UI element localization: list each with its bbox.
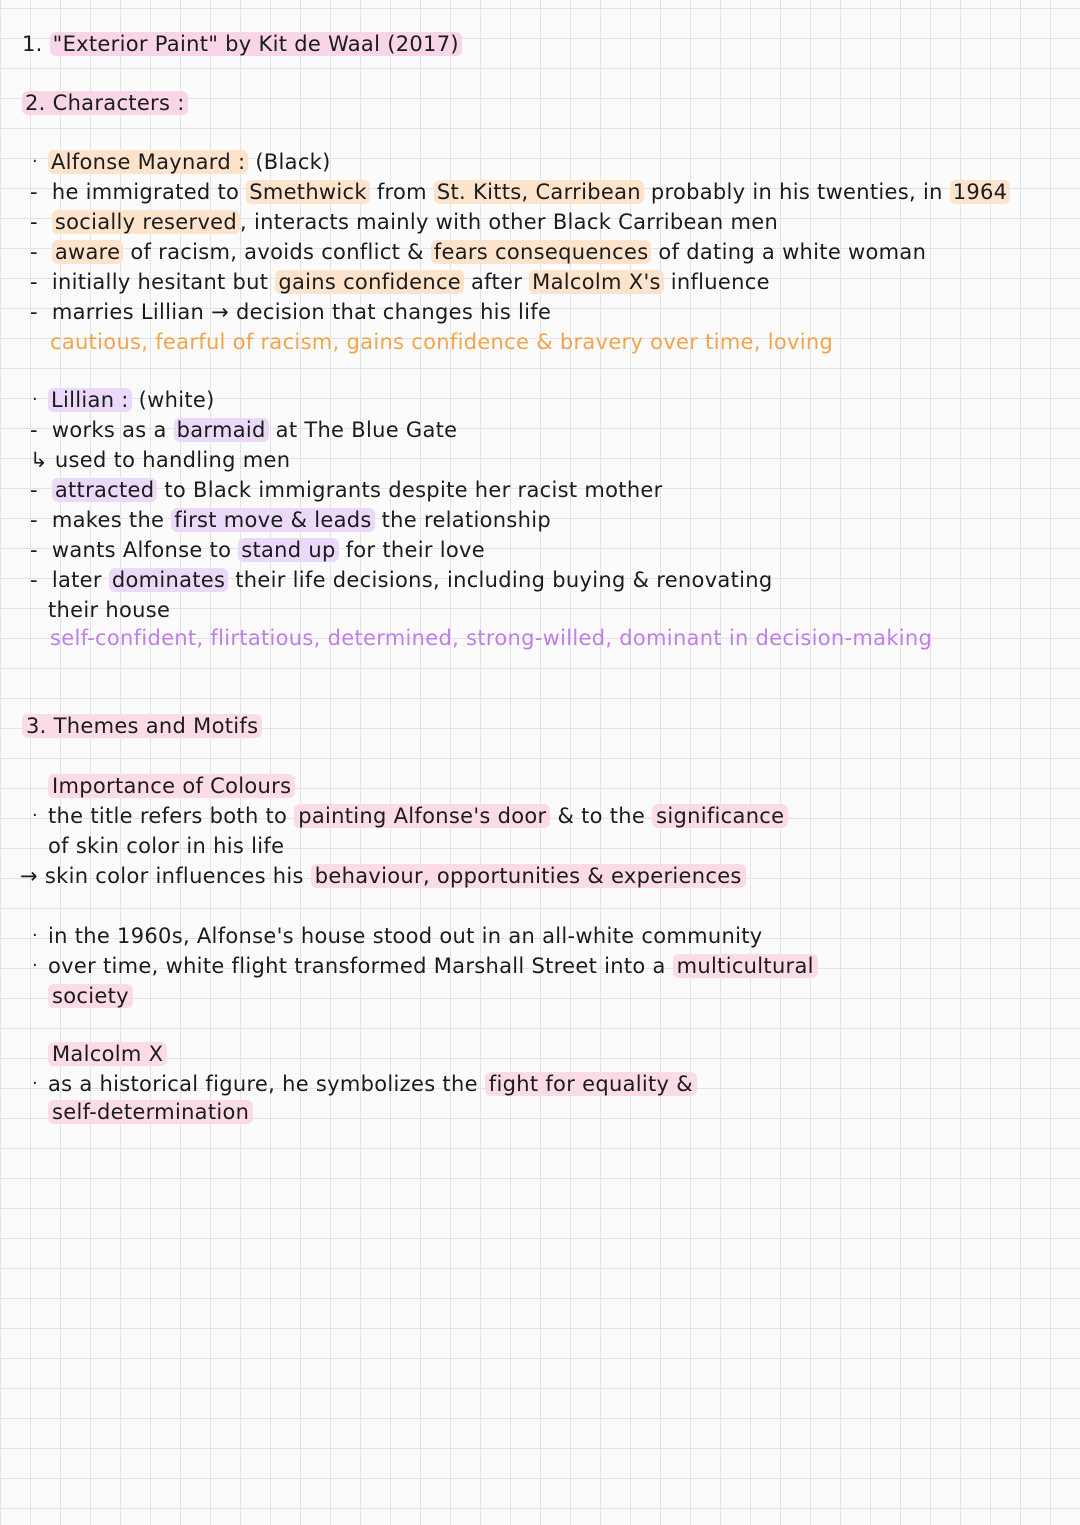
colours-heading: Importance of Colours: [48, 772, 295, 800]
lillian-bullet-6: - later dominates their life decisions, including buying & renovating: [30, 568, 773, 592]
section-heading-themes: 3. Themes and Motifs: [22, 712, 262, 740]
alfonse-bullet-2: - socially reserved , interacts mainly with other Black Carribean men: [30, 210, 779, 234]
colours-line-3: → skin color influences his behaviour, opportunities & experiences: [20, 862, 746, 890]
lillian-heading: [48, 386, 215, 414]
lillian-bullet-1: - works as a barmaid at The Blue Gate: [30, 418, 458, 442]
lillian-name: Lillian :: [48, 388, 132, 412]
alfonse-heading: [48, 148, 331, 176]
document-title: [22, 30, 462, 58]
alfonse-bullet-3: - aware of racism, avoids conflict & fears consequences of dating a white woman: [30, 240, 927, 264]
bullet-dot: ·: [32, 389, 38, 410]
community-line-3: society: [48, 982, 133, 1010]
malcolm-line-2: self-determination: [48, 1098, 253, 1126]
lillian-bullet-4: - makes the first move & leads the relationship: [30, 508, 552, 532]
colours-line-1: the title refers both to painting Alfonse's door & to the significance: [48, 802, 788, 830]
lillian-bullet-5: - wants Alfonse to stand up for their love: [30, 538, 485, 562]
alfonse-race: (Black): [255, 150, 331, 174]
bullet-dot: ·: [32, 925, 38, 946]
lillian-traits: self-confident, flirtatious, determined, strong-willed, dominant in decision-making: [50, 626, 933, 650]
bullet-dot: ·: [32, 805, 38, 826]
bullet-dot: ·: [32, 955, 38, 976]
title-text: "Exterior Paint" by Kit de Waal: [52, 32, 381, 56]
alfonse-bullet-4: - initially hesitant but gains confidence after Malcolm X's influence: [30, 270, 770, 294]
malcolm-line-1: as a historical figure, he symbolizes the fight for equality &: [48, 1070, 697, 1098]
lillian-bullet-3: - attracted to Black immigrants despite her racist mother: [30, 478, 663, 502]
alfonse-name: Alfonse Maynard :: [48, 150, 248, 174]
malcolm-heading: Malcolm X: [48, 1040, 167, 1068]
bullet-dot: ·: [32, 151, 38, 172]
lillian-bullet-2: ↳ used to handling men: [30, 448, 291, 472]
alfonse-bullet-1: - he immigrated to Smethwick from St. Kitts, Carribean probably in his twenties, in 1964: [30, 178, 1010, 206]
alfonse-bullet-5: - marries Lillian → decision that changes his life: [30, 300, 552, 324]
arrow-icon: →: [20, 864, 38, 888]
colours-line-2: of skin color in his life: [48, 834, 285, 858]
section-heading-characters: 2. Characters :: [22, 89, 188, 117]
title-year: (2017): [387, 32, 459, 56]
community-line-2: over time, white flight transformed Marshall Street into a multicultural: [48, 952, 818, 980]
bullet-dot: ·: [32, 1073, 38, 1094]
lillian-race: (white): [138, 388, 215, 412]
alfonse-traits: cautious, fearful of racism, gains confidence & bravery over time, loving: [50, 330, 834, 354]
lillian-bullet-6-continuation: their house: [48, 598, 171, 622]
title-number: 1.: [22, 32, 50, 56]
community-line-1: in the 1960s, Alfonse's house stood out in an all-white community: [48, 924, 763, 948]
